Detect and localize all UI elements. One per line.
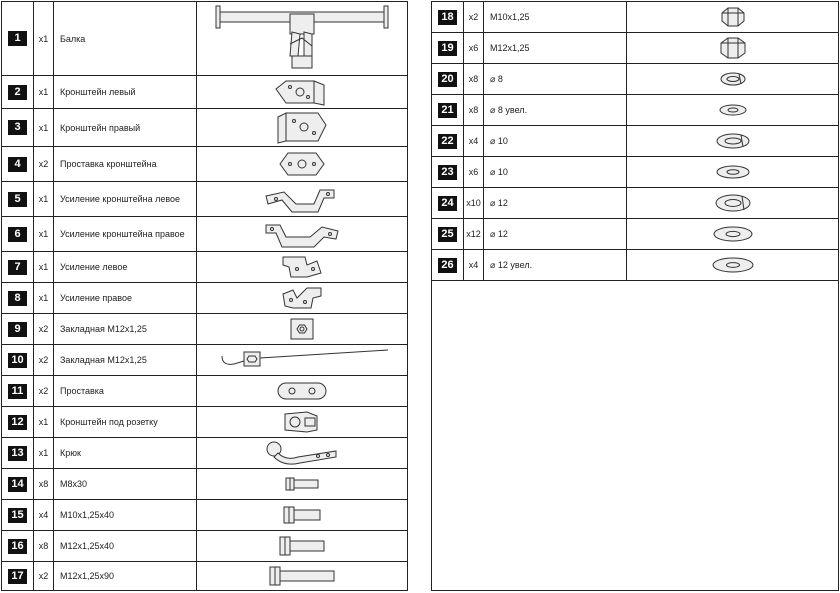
item-number-badge: 21 xyxy=(438,103,457,118)
bolt-icon xyxy=(197,469,407,499)
tow-bar-beam-icon xyxy=(197,2,407,75)
part-row-16 xyxy=(2,531,407,562)
hex-nut-icon xyxy=(627,2,838,32)
item-number-badge: 3 xyxy=(8,120,27,135)
item-number xyxy=(432,33,464,63)
part-row-22 xyxy=(432,126,838,157)
part-row-9 xyxy=(2,314,407,345)
item-name: М10х1,25 xyxy=(484,2,627,32)
item-number-badge: 7 xyxy=(8,260,27,275)
item-number xyxy=(432,188,464,218)
part-row-14 xyxy=(2,469,407,500)
part-row-13 xyxy=(2,438,407,469)
hex-nut-icon xyxy=(627,33,838,63)
item-number xyxy=(2,407,34,437)
item-name: Усиление кронштейна правое xyxy=(54,217,197,251)
item-name: Кронштейн левый xyxy=(54,76,197,108)
item-quantity: x1 xyxy=(34,217,54,251)
item-quantity: x1 xyxy=(34,182,54,216)
item-quantity: x1 xyxy=(34,109,54,146)
item-number-badge: 1 xyxy=(8,31,27,46)
reinforcement-right-icon xyxy=(197,283,407,313)
item-name: Закладная М12х1,25 xyxy=(54,314,197,344)
item-number xyxy=(2,2,34,75)
item-quantity: x2 xyxy=(34,345,54,375)
part-row-5 xyxy=(2,182,407,217)
part-row-15 xyxy=(2,500,407,531)
item-number-badge: 6 xyxy=(8,227,27,242)
item-number-badge: 24 xyxy=(438,196,457,211)
item-number-badge: 16 xyxy=(8,539,27,554)
item-quantity: x1 xyxy=(34,283,54,313)
socket-bracket-icon xyxy=(197,407,407,437)
spring-washer-icon xyxy=(627,188,838,218)
flat-washer-icon xyxy=(627,219,838,249)
item-name: ⌀ 12 xyxy=(484,188,627,218)
item-number-badge: 15 xyxy=(8,508,27,523)
item-quantity: x1 xyxy=(34,252,54,282)
item-name: Проставка xyxy=(54,376,197,406)
item-quantity: x2 xyxy=(34,376,54,406)
item-name: Проставка кронштейна xyxy=(54,147,197,181)
item-number-badge: 23 xyxy=(438,165,457,180)
part-row-23 xyxy=(432,157,838,188)
item-number-badge: 5 xyxy=(8,192,27,207)
bracket-right-icon xyxy=(197,109,407,146)
item-name: М10х1,25х40 xyxy=(54,500,197,530)
item-number xyxy=(432,2,464,32)
tow-hook-icon xyxy=(197,438,407,468)
item-number xyxy=(2,562,34,590)
item-name: Усиление левое xyxy=(54,252,197,282)
item-number xyxy=(2,182,34,216)
part-row-10 xyxy=(2,345,407,376)
part-row-7 xyxy=(2,252,407,283)
part-row-2 xyxy=(2,76,407,109)
item-quantity: x8 xyxy=(34,531,54,561)
item-quantity: x2 xyxy=(34,314,54,344)
item-number xyxy=(432,250,464,280)
item-quantity: x2 xyxy=(464,2,484,32)
spring-washer-icon xyxy=(627,64,838,94)
item-quantity: x2 xyxy=(34,562,54,590)
bracket-reinforcement-right-icon xyxy=(197,217,407,251)
bracket-left-icon xyxy=(197,76,407,108)
item-number-badge: 26 xyxy=(438,258,457,273)
item-quantity: x1 xyxy=(34,76,54,108)
item-number xyxy=(2,252,34,282)
item-number xyxy=(432,64,464,94)
item-number-badge: 25 xyxy=(438,227,457,242)
part-row-21 xyxy=(432,95,838,126)
item-name: ⌀ 12 xyxy=(484,219,627,249)
part-row-25 xyxy=(432,219,838,250)
part-row-12 xyxy=(2,407,407,438)
item-name: Усиление кронштейна левое xyxy=(54,182,197,216)
item-number xyxy=(2,438,34,468)
item-name: М8х30 xyxy=(54,469,197,499)
item-quantity: x12 xyxy=(464,219,484,249)
item-quantity: x10 xyxy=(464,188,484,218)
item-number-badge: 11 xyxy=(8,384,27,399)
item-name: ⌀ 8 xyxy=(484,64,627,94)
item-number-badge: 2 xyxy=(8,85,27,100)
item-number xyxy=(2,469,34,499)
item-name: ⌀ 12 увел. xyxy=(484,250,627,280)
item-name: Усиление правое xyxy=(54,283,197,313)
flat-washer-icon xyxy=(627,157,838,187)
flat-washer-icon xyxy=(627,95,838,125)
item-name: ⌀ 10 xyxy=(484,126,627,156)
item-name: М12х1,25 xyxy=(484,33,627,63)
item-quantity: x6 xyxy=(464,157,484,187)
item-number-badge: 17 xyxy=(8,569,27,584)
item-number-badge: 8 xyxy=(8,291,27,306)
item-number-badge: 9 xyxy=(8,322,27,337)
item-quantity: x4 xyxy=(34,500,54,530)
item-quantity: x8 xyxy=(464,64,484,94)
part-row-17 xyxy=(2,562,407,590)
item-number xyxy=(432,95,464,125)
item-name: Закладная М12х1,25 xyxy=(54,345,197,375)
embedded-nut-wire-icon xyxy=(197,345,407,375)
item-name: Кронштейн правый xyxy=(54,109,197,146)
item-number-badge: 19 xyxy=(438,41,457,56)
item-number-badge: 14 xyxy=(8,477,27,492)
item-number xyxy=(2,376,34,406)
part-row-20 xyxy=(432,64,838,95)
item-number-badge: 20 xyxy=(438,72,457,87)
item-name: ⌀ 8 увел. xyxy=(484,95,627,125)
reinforcement-left-icon xyxy=(197,252,407,282)
item-quantity: x1 xyxy=(34,407,54,437)
part-row-8 xyxy=(2,283,407,314)
item-quantity: x4 xyxy=(464,250,484,280)
item-name: М12х1,25х40 xyxy=(54,531,197,561)
part-row-11 xyxy=(2,376,407,407)
item-number xyxy=(2,76,34,108)
part-row-24 xyxy=(432,188,838,219)
part-row-18 xyxy=(432,2,838,33)
part-row-3 xyxy=(2,109,407,147)
item-number xyxy=(2,217,34,251)
bracket-reinforcement-left-icon xyxy=(197,182,407,216)
item-quantity: x6 xyxy=(464,33,484,63)
item-name: Кронштейн под розетку xyxy=(54,407,197,437)
item-number-badge: 12 xyxy=(8,415,27,430)
item-number xyxy=(432,157,464,187)
item-number-badge: 10 xyxy=(8,353,27,368)
item-quantity: x4 xyxy=(464,126,484,156)
item-number xyxy=(2,345,34,375)
embedded-nut-plate-icon xyxy=(197,314,407,344)
item-name: Балка xyxy=(54,2,197,75)
spacer-icon xyxy=(197,376,407,406)
item-quantity: x1 xyxy=(34,2,54,75)
item-number-badge: 4 xyxy=(8,157,27,172)
item-number xyxy=(2,283,34,313)
part-row-26 xyxy=(432,250,838,281)
item-number xyxy=(2,109,34,146)
flat-washer-icon xyxy=(627,250,838,280)
item-number xyxy=(2,531,34,561)
part-row-4 xyxy=(2,147,407,182)
item-number xyxy=(432,126,464,156)
item-name: М12х1,25х90 xyxy=(54,562,197,590)
parts-table-left xyxy=(1,1,408,591)
part-row-19 xyxy=(432,33,838,64)
bolt-icon xyxy=(197,500,407,530)
bracket-spacer-icon xyxy=(197,147,407,181)
item-number xyxy=(2,500,34,530)
item-number xyxy=(432,219,464,249)
item-quantity: x8 xyxy=(464,95,484,125)
parts-table-right xyxy=(431,1,839,591)
item-name: Крюк xyxy=(54,438,197,468)
part-row-1 xyxy=(2,2,407,76)
bolt-icon xyxy=(197,562,407,590)
item-number xyxy=(2,147,34,181)
item-quantity: x1 xyxy=(34,438,54,468)
part-row-6 xyxy=(2,217,407,252)
item-number-badge: 18 xyxy=(438,10,457,25)
item-number-badge: 13 xyxy=(8,446,27,461)
item-quantity: x8 xyxy=(34,469,54,499)
item-name: ⌀ 10 xyxy=(484,157,627,187)
bolt-icon xyxy=(197,531,407,561)
item-quantity: x2 xyxy=(34,147,54,181)
item-number-badge: 22 xyxy=(438,134,457,149)
item-number xyxy=(2,314,34,344)
spring-washer-icon xyxy=(627,126,838,156)
